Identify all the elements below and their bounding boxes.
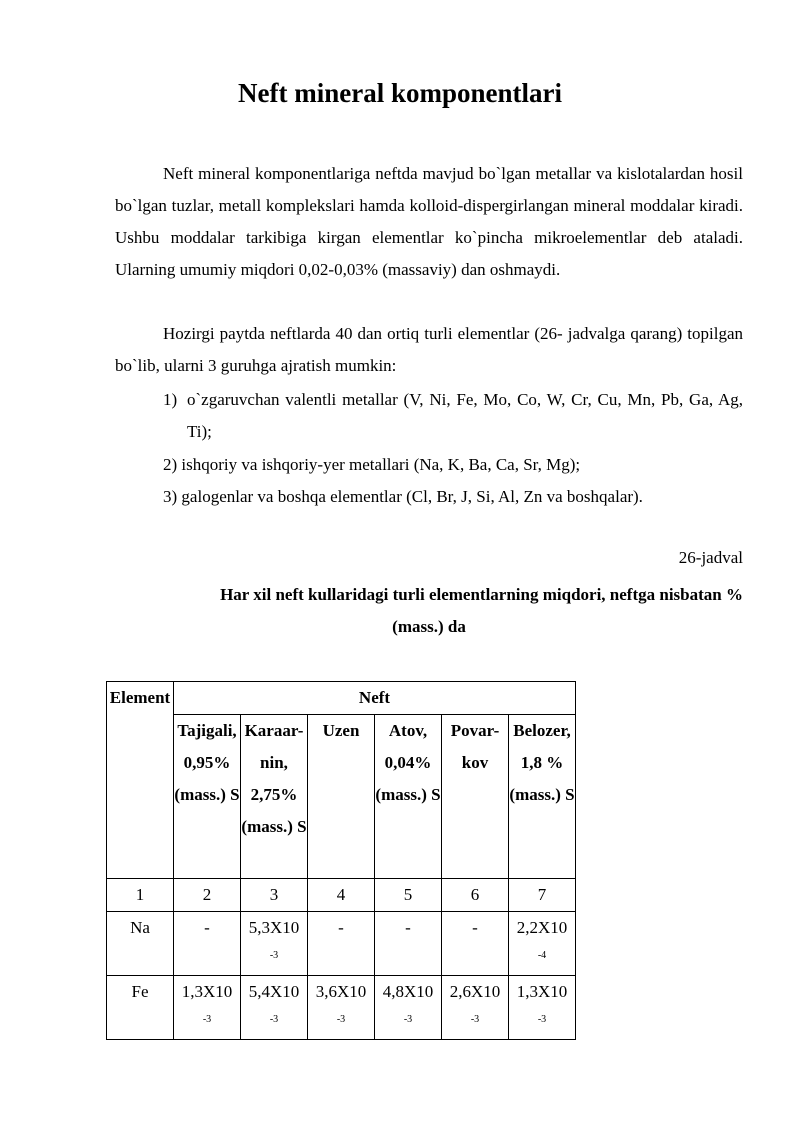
header-column <box>509 715 576 879</box>
table-caption <box>115 579 743 643</box>
page-title: Neft mineral komponentlari <box>238 78 562 108</box>
header-column-text: Belozer, 1,8 % (mass.) S <box>509 721 575 804</box>
table-row <box>107 976 576 1040</box>
cell-exponent: -3 <box>269 1014 279 1025</box>
table-cell: 1 <box>107 879 174 912</box>
cell-exponent: -3 <box>336 1014 346 1025</box>
header-element-text: Element <box>109 688 171 707</box>
table-row-numbers <box>107 879 576 912</box>
paragraph-groups <box>115 318 743 382</box>
cell-value: - <box>405 918 411 937</box>
table-cell: 3 <box>241 879 308 912</box>
list-item-text: o`zgaruvchan valentli metallar (V, Ni, Fe, Mo, Co, W, Cr, Cu, Mn, Pb, Ga, Ag, Ti); <box>187 390 743 441</box>
header-neft: Neft <box>174 682 576 715</box>
table-cell <box>509 912 576 976</box>
cell-value: 1,3X10 <box>181 982 233 1001</box>
table-caption-line1: Har xil neft kullaridagi turli elementlarning miqdori, neftga nisbatan % <box>220 585 743 604</box>
header-column <box>241 715 308 879</box>
table-cell-element: Fe <box>107 976 174 1040</box>
cell-exponent: -3 <box>537 1014 547 1025</box>
table-header-row <box>107 682 576 715</box>
list-item <box>163 384 743 448</box>
list-item-number: 2) <box>163 455 178 474</box>
cell-exponent: -3 <box>470 1014 480 1025</box>
table-cell <box>241 912 308 976</box>
header-column <box>308 715 375 879</box>
paragraph-intro-text: Neft mineral komponentlariga neftda mavjud bo`lgan metallar va kislotalardan hosil bo`lgan tuzlar, metall komplekslari hamda kolloid-dispergirlangan mineral moddalar kiradi. Ushbu moddalar tarkibiga kirgan elementlar ko`pincha mikroelementlar deb ataladi. Ularning umumiy miqdori 0,02-0,03% (massaviy) dan oshmaydi. <box>115 164 743 279</box>
table-cell: 6 <box>442 879 509 912</box>
table-number: 26-jadval <box>678 548 743 567</box>
table-subheader-row <box>107 715 576 879</box>
list-item <box>163 449 743 481</box>
table-cell <box>442 912 509 976</box>
list-item-number: 1) <box>163 390 178 409</box>
cell-value: 2,2X10 <box>516 918 568 937</box>
list-item-number: 3) <box>163 487 178 506</box>
cell-value: 1,3X10 <box>516 982 568 1001</box>
list-item-text: galogenlar va boshqa elementlar (Cl, Br, J, Si, Al, Zn va boshqalar). <box>181 487 643 506</box>
header-element <box>107 682 174 879</box>
table-row <box>107 912 576 976</box>
paragraph-intro <box>115 158 743 286</box>
paragraph-groups-text: Hozirgi paytda neftlarda 40 dan ortiq turli elementlar (26- jadvalga qarang) topilgan bo`lib, ularni 3 guruhga ajratish mumkin: <box>115 324 743 375</box>
table-cell <box>241 976 308 1040</box>
cell-value: - <box>472 918 478 937</box>
header-column-text: Atov, 0,04% (mass.) S <box>375 721 441 804</box>
list-item <box>163 481 743 513</box>
table-cell <box>442 976 509 1040</box>
table-cell: 7 <box>509 879 576 912</box>
cell-value: 5,4X10 <box>248 982 300 1001</box>
cell-exponent: -3 <box>202 1014 212 1025</box>
cell-value: - <box>204 918 210 937</box>
cell-exponent: -3 <box>269 950 279 961</box>
header-column <box>174 715 241 879</box>
header-column-text: Tajigali, 0,95% (mass.) S <box>174 721 240 804</box>
table-cell: 4 <box>308 879 375 912</box>
table-caption-line2: (mass.) da <box>392 617 466 636</box>
elements-table <box>106 681 576 1040</box>
table-cell <box>308 976 375 1040</box>
table-cell: 5 <box>375 879 442 912</box>
cell-value: 3,6X10 <box>315 982 367 1001</box>
table-cell <box>375 912 442 976</box>
table-cell <box>509 976 576 1040</box>
cell-exponent: -4 <box>537 950 547 961</box>
header-column-text: Uzen <box>322 721 360 740</box>
header-column <box>375 715 442 879</box>
cell-value: 5,3X10 <box>248 918 300 937</box>
header-column <box>442 715 509 879</box>
table-cell: 2 <box>174 879 241 912</box>
header-column-text: Karaar-nin, 2,75% (mass.) S <box>241 721 307 836</box>
cell-value: - <box>338 918 344 937</box>
table-cell <box>375 976 442 1040</box>
cell-exponent: -3 <box>403 1014 413 1025</box>
cell-value: 2,6X10 <box>449 982 501 1001</box>
list-item-text: ishqoriy va ishqoriy-yer metallari (Na, K, Ba, Ca, Sr, Mg); <box>181 455 581 474</box>
table-cell-element: Na <box>107 912 174 976</box>
header-column-text: Povar-kov <box>450 721 500 772</box>
table-cell <box>174 912 241 976</box>
cell-value: 4,8X10 <box>382 982 434 1001</box>
table-cell <box>308 912 375 976</box>
table-cell <box>174 976 241 1040</box>
